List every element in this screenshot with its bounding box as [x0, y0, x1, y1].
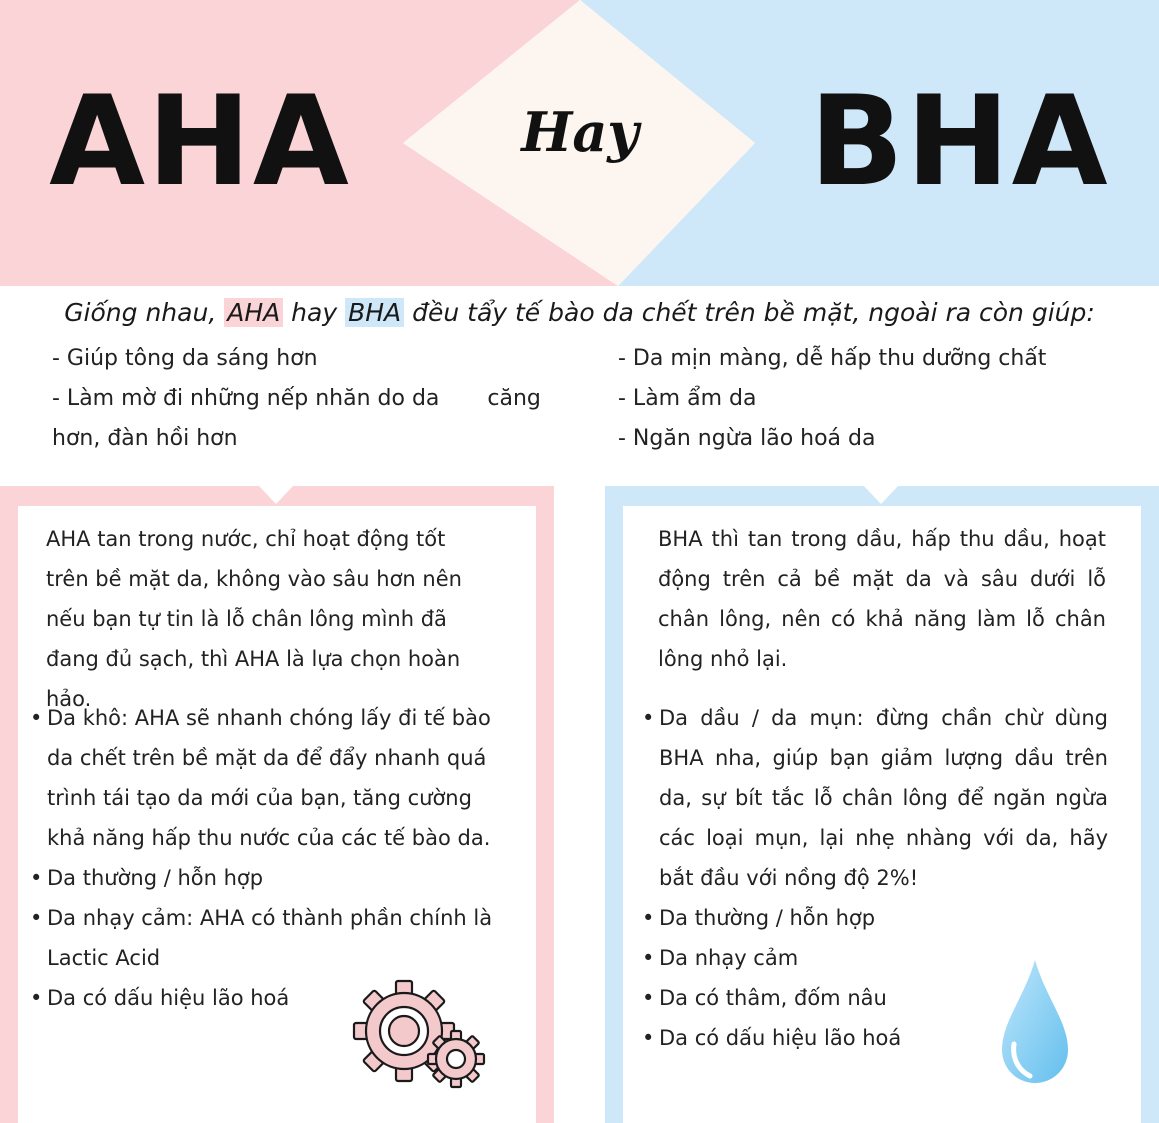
similarity-item: - Da mịn màng, dễ hấp thu dưỡng chất — [618, 346, 1047, 371]
list-item-text: Da khô: AHA sẽ nhanh chóng lấy đi tế bào da chết trên bề mặt da để đẩy nhanh quá trình tái tạo da mới của bạn, tăng cường khả năng hấp thu nước của các tế bào da. — [47, 706, 491, 850]
similarity-item — [52, 379, 552, 419]
water-drop-icon — [1000, 958, 1070, 1088]
list-item-text: Da dầu / da mụn: đừng chần chừ dùng BHA nha, giúp bạn giảm lượng dầu trên da, sự bít tắc lỗ chân lông để ngăn ngừa các loại mụn, lại nhẹ nhàng với da, hãy bắt đầu với nồng độ 2%! — [659, 706, 1108, 890]
list-item: • Da có dấu hiệu lão hoá — [30, 978, 496, 1018]
similarity-text: căng — [487, 386, 541, 411]
list-item-text: Da thường / hỗn hợp — [47, 866, 264, 890]
list-item-text: Da có dấu hiệu lão hoá — [659, 1026, 902, 1050]
list-item-text: Da nhạy cảm — [659, 946, 799, 970]
similarity-item: - Làm ẩm da — [618, 386, 757, 411]
list-item-text: Da có dấu hiệu lão hoá — [47, 986, 290, 1010]
list-item: • Da thường / hỗn hợp — [642, 898, 1108, 938]
intro-text: đều tẩy tế bào da chết trên bề mặt, ngoài ra còn giúp: — [404, 298, 1095, 327]
intro-text: Giống nhau, — [64, 298, 225, 327]
aha-panel-notch — [258, 485, 294, 504]
similarity-item: - Giúp tông da sáng hơn — [52, 346, 318, 371]
similarities-left-list — [52, 339, 552, 459]
hay-word: Hay — [521, 100, 639, 164]
aha-title: AHA — [49, 70, 351, 214]
list-item: • Da dầu / da mụn: đừng chần chừ dùng BHA nha, giúp bạn giảm lượng dầu trên da, sự bít tắc lỗ chân lông để ngăn ngừa các loại mụn, lại nhẹ nhàng với da, hãy bắt đầu với nồng độ 2%! — [642, 698, 1108, 898]
header-banner — [0, 0, 1159, 286]
list-item-text: Da có thâm, đốm nâu — [659, 986, 887, 1010]
list-item: • Da có dấu hiệu lão hoá — [642, 1018, 1108, 1058]
intro-aha-highlight: AHA — [224, 298, 283, 327]
similarities-right-list — [618, 339, 1138, 459]
bha-title: BHA — [809, 70, 1110, 214]
similarities-intro — [0, 290, 1159, 336]
list-item-text: Da nhạy cảm: AHA có thành phần chính là Lactic Acid — [47, 906, 493, 970]
list-item: • Da nhạy cảm: AHA có thành phần chính là Lactic Acid — [30, 898, 496, 978]
aha-skin-type-list — [30, 698, 496, 1018]
bha-description: BHA thì tan trong dầu, hấp thu dầu, hoạt động trên cả bề mặt da và sâu dưới lỗ chân lông, nên có khả năng làm lỗ chân lông nhỏ lại. — [658, 527, 1106, 671]
intro-text: hay — [283, 298, 346, 327]
similarity-item: - Ngăn ngừa lão hoá da — [618, 426, 876, 451]
list-item: • Da thường / hỗn hợp — [30, 858, 496, 898]
aha-description: AHA tan trong nước, chỉ hoạt động tốt trên bề mặt da, không vào sâu hơn nên nếu bạn tự tin là lỗ chân lông mình đã đang đủ sạch, thì AHA là lựa chọn hoàn hảo. — [46, 527, 462, 711]
list-item: • Da khô: AHA sẽ nhanh chóng lấy đi tế bào da chết trên bề mặt da để đẩy nhanh quá trình tái tạo da mới của bạn, tăng cường khả năng hấp thu nước của các tế bào da. — [30, 698, 496, 858]
list-item-text: Da thường / hỗn hợp — [659, 906, 876, 930]
similarity-item-continued: hơn, đàn hồi hơn — [52, 426, 238, 451]
list-item: • Da có thâm, đốm nâu — [642, 978, 1108, 1018]
similarity-text: - Làm mờ đi những nếp nhăn do da — [52, 386, 440, 411]
gears-icon — [350, 975, 490, 1090]
bha-panel-notch — [863, 485, 899, 504]
intro-bha-highlight: BHA — [345, 298, 404, 327]
list-item: • Da nhạy cảm — [642, 938, 1108, 978]
